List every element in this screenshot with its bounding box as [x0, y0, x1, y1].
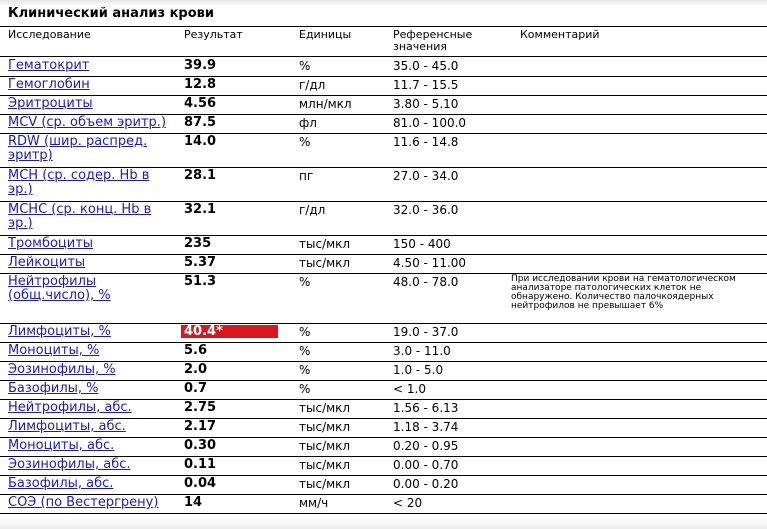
test-name-link[interactable] — [8, 382, 176, 396]
reference-range: 11.7 - 15.5 — [393, 78, 459, 92]
reference-range: 11.6 - 14.8 — [393, 135, 459, 149]
table-row — [0, 419, 767, 438]
reference-range: < 1.0 — [393, 382, 426, 396]
bottom-edge — [0, 518, 767, 529]
units-value: тыс/мкл — [299, 237, 351, 251]
table-row — [0, 77, 767, 96]
test-name-text[interactable]: Тромбоциты — [8, 236, 94, 251]
table-row — [0, 495, 767, 514]
result-value: 2.75 — [184, 400, 217, 415]
table-row — [0, 274, 767, 324]
result-value: 0.04 — [184, 476, 217, 491]
column-header-comment: Комментарий — [520, 28, 600, 41]
test-name-link[interactable] — [8, 59, 176, 73]
test-name-text[interactable]: Гематокрит — [8, 58, 90, 73]
test-name-link[interactable] — [8, 97, 176, 111]
units-value: % — [299, 135, 311, 149]
test-name-text[interactable]: Базофилы, % — [8, 381, 99, 396]
table-row — [0, 115, 767, 134]
table-row — [0, 236, 767, 255]
reference-range: 81.0 - 100.0 — [393, 116, 467, 130]
table-row — [0, 476, 767, 495]
column-header-result: Результат — [184, 28, 243, 41]
page-title: Клинический анализ крови — [8, 6, 214, 21]
test-name-text[interactable]: Базофилы, абс. — [8, 476, 114, 491]
reference-range: 1.0 - 5.0 — [393, 363, 444, 377]
reference-range: 48.0 - 78.0 — [393, 275, 459, 289]
table-row — [0, 400, 767, 419]
table-row — [0, 58, 767, 77]
test-name-link[interactable] — [8, 344, 176, 358]
table-row — [0, 96, 767, 115]
test-name-link[interactable] — [8, 237, 176, 251]
reference-range: 0.00 - 0.20 — [393, 477, 459, 491]
test-name-link[interactable] — [8, 420, 176, 434]
result-value: 5.6 — [184, 343, 208, 358]
test-name-text[interactable]: Лейкоциты — [8, 255, 86, 270]
units-value: г/дл — [299, 203, 326, 217]
reference-range: 1.56 - 6.13 — [393, 401, 459, 415]
table-row — [0, 202, 767, 236]
test-name-text[interactable]: Лимфоциты, % — [8, 324, 111, 339]
result-value: 87.5 — [184, 115, 217, 130]
units-value: млн/мкл — [299, 97, 352, 111]
units-value: тыс/мкл — [299, 256, 351, 270]
column-header-units: Единицы — [299, 28, 352, 41]
reference-range: < 20 — [393, 496, 423, 510]
result-value: 39.9 — [184, 58, 217, 73]
test-name-link[interactable] — [8, 135, 176, 163]
test-name-text[interactable]: Эозинофилы, % — [8, 362, 116, 377]
units-value: тыс/мкл — [299, 458, 351, 472]
table-row — [0, 324, 767, 343]
test-name-text[interactable]: Нейтрофилы, абс. — [8, 400, 132, 415]
table-row — [0, 168, 767, 202]
comment-text: При исследовании крови на гематологическом анализаторе патологических клеток не обнаружено. Количество палочкоядерных нейтрофилов не превышает 6% — [511, 274, 736, 311]
test-name-text[interactable]: Моноциты, % — [8, 343, 100, 358]
table-row — [0, 457, 767, 476]
test-name-link[interactable] — [8, 78, 176, 92]
result-value: 4.56 — [184, 96, 217, 111]
result-value: 28.1 — [184, 168, 217, 183]
test-name-link[interactable] — [8, 203, 176, 231]
reference-range: 3.80 - 5.10 — [393, 97, 459, 111]
reference-range: 0.00 - 0.70 — [393, 458, 459, 472]
test-name-link[interactable] — [8, 363, 176, 377]
units-value: тыс/мкл — [299, 477, 351, 491]
table-row — [0, 438, 767, 457]
table-row — [0, 134, 767, 168]
test-name-text[interactable]: Гемоглобин — [8, 77, 90, 92]
units-value: тыс/мкл — [299, 439, 351, 453]
test-name-link[interactable] — [8, 458, 176, 472]
reference-range: 0.20 - 0.95 — [393, 439, 459, 453]
result-value: 5.37 — [184, 255, 217, 270]
units-value: тыс/мкл — [299, 420, 351, 434]
result-value: 51.3 — [184, 274, 217, 289]
result-value: 2.17 — [184, 419, 217, 434]
test-name-text[interactable]: СОЭ (по Вестергрену) — [8, 495, 159, 510]
column-header-test: Исследование — [8, 28, 91, 41]
reference-range: 32.0 - 36.0 — [393, 203, 459, 217]
reference-range: 27.0 - 34.0 — [393, 169, 459, 183]
test-name-text[interactable]: Нейтрофилы (общ.число), % — [8, 274, 111, 303]
result-value: 12.8 — [184, 77, 217, 92]
units-value: % — [299, 344, 311, 358]
units-value: % — [299, 325, 311, 339]
units-value: г/дл — [299, 78, 326, 92]
table-row — [0, 255, 767, 274]
test-name-text[interactable]: RDW (шир. распред. эритр) — [8, 134, 148, 163]
table-row — [0, 343, 767, 362]
units-value: % — [299, 275, 311, 289]
reference-range: 3.0 - 11.0 — [393, 344, 451, 358]
result-value-abnormal: 40.4* — [181, 325, 278, 338]
test-name-link[interactable] — [8, 477, 176, 491]
reference-range: 150 - 400 — [393, 237, 451, 251]
result-value: 32.1 — [184, 202, 217, 217]
test-name-text[interactable]: MCHC (ср. конц. Hb в эр.) — [8, 202, 152, 231]
reference-range: 1.18 - 3.74 — [393, 420, 459, 434]
result-value: 0.11 — [184, 457, 217, 472]
results-table — [0, 58, 767, 514]
reference-range: 35.0 - 45.0 — [393, 59, 459, 73]
units-value: тыс/мкл — [299, 401, 351, 415]
units-value: мм/ч — [299, 496, 329, 510]
test-name-link[interactable] — [8, 496, 176, 510]
test-name-link[interactable] — [8, 275, 176, 303]
test-name-link[interactable] — [8, 401, 176, 415]
column-header-reference: Референсные значения — [393, 28, 473, 53]
table-row — [0, 362, 767, 381]
test-name-link[interactable] — [8, 325, 176, 339]
result-value: 0.30 — [184, 438, 217, 453]
test-name-link[interactable] — [8, 439, 176, 453]
test-name-text[interactable]: Эозинофилы, абс. — [8, 457, 131, 472]
test-name-text[interactable]: Моноциты, абс. — [8, 438, 115, 453]
result-value: 14 — [184, 495, 203, 510]
table-row — [0, 381, 767, 400]
test-name-text[interactable]: MCH (ср. содер. Hb в эр.) — [8, 168, 150, 197]
units-value: пг — [299, 169, 314, 183]
test-name-link[interactable] — [8, 116, 176, 130]
reference-range: 4.50 - 11.00 — [393, 256, 467, 270]
units-value: фл — [299, 116, 317, 130]
table-header — [0, 26, 767, 57]
units-value: % — [299, 59, 311, 73]
test-name-link[interactable] — [8, 256, 176, 270]
result-value: 235 — [184, 236, 212, 251]
units-value: % — [299, 382, 311, 396]
units-value: % — [299, 363, 311, 377]
result-value: 0.7 — [184, 381, 208, 396]
result-value: 2.0 — [184, 362, 208, 377]
test-name-text[interactable]: Лимфоциты, абс. — [8, 419, 126, 434]
result-value: 14.0 — [184, 134, 217, 149]
test-name-text[interactable]: Эритроциты — [8, 96, 93, 111]
reference-range: 19.0 - 37.0 — [393, 325, 459, 339]
test-name-link[interactable] — [8, 169, 176, 197]
test-name-text[interactable]: MCV (ср. объем эритр.) — [8, 115, 167, 130]
